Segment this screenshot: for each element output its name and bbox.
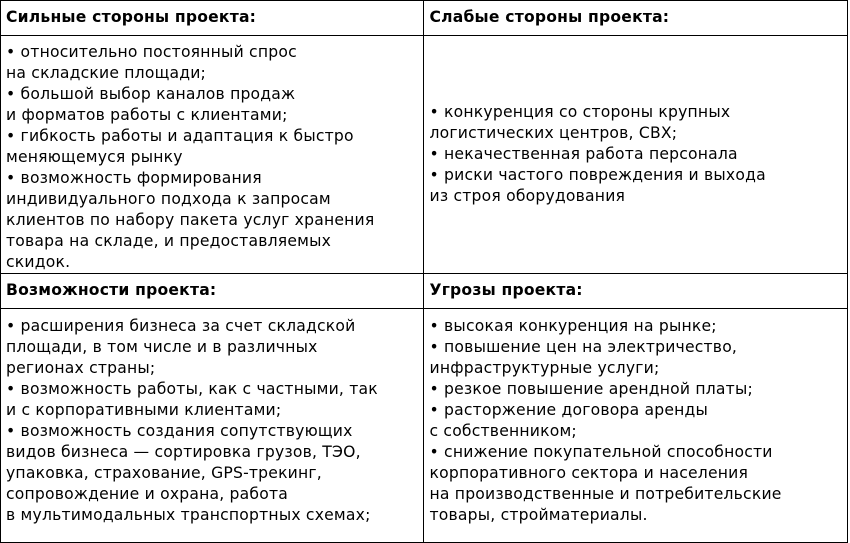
weaknesses-line: • конкуренция со стороны крупных (429, 103, 731, 121)
strengths-line: • относительно постоянный спрос (6, 43, 297, 61)
opportunities-line: в мультимодальных транспортных схемах; (6, 506, 371, 524)
threats-line: • снижение покупательной способности (429, 443, 773, 461)
weaknesses-line: • риски частого повреждения и выхода (429, 166, 766, 184)
opportunities-title: Возможности проекта: (1, 274, 424, 309)
opportunities-line: упаковка, страхование, GPS-трекинг, (6, 464, 322, 482)
strengths-line: • гибкость работы и адаптация к быстро (6, 127, 354, 145)
threats-line: • резкое повышение арендной платы; (429, 380, 753, 398)
swot-content-row-bottom (1, 309, 848, 543)
opportunities-line: • возможность создания сопутствующих (6, 422, 353, 440)
weaknesses-title: Слабые стороны проекта: (424, 1, 848, 36)
opportunities-cell (1, 309, 424, 543)
opportunities-line: и с корпоративными клиентами; (6, 401, 282, 419)
strengths-title: Сильные стороны проекта: (1, 1, 424, 36)
strengths-line: скидок. (6, 253, 71, 271)
weaknesses-cell (424, 36, 848, 274)
opportunities-line: • возможность работы, как с частными, так (6, 380, 378, 398)
strengths-line: товара на складе, и предоставляемых (6, 232, 332, 250)
strengths-line: меняющемуся рынку (6, 148, 183, 166)
opportunities-line: регионах страны; (6, 359, 156, 377)
swot-header-row-bottom (1, 274, 848, 309)
threats-line: • расторжение договора аренды (429, 401, 709, 419)
threats-line: с собственником; (429, 422, 577, 440)
strengths-line: • возможность формирования (6, 169, 262, 187)
opportunities-line: видов бизнеса — сортировка грузов, ТЭО, (6, 443, 361, 461)
threats-line: корпоративного сектора и населения (429, 464, 749, 482)
threats-title: Угрозы проекта: (424, 274, 848, 309)
threats-cell (424, 309, 848, 543)
strengths-line: на складские площади; (6, 64, 206, 82)
threats-line: товары, стройматериалы. (429, 506, 648, 524)
opportunities-line: • расширения бизнеса за счет складской (6, 317, 356, 335)
threats-line: инфраструктурные услуги; (429, 359, 660, 377)
swot-header-row-top (1, 1, 848, 36)
strengths-cell (1, 36, 424, 274)
threats-line: на производственные и потребительские (429, 485, 782, 503)
swot-content-row-top (1, 36, 848, 274)
strengths-line: и форматов работы с клиентами; (6, 106, 288, 124)
opportunities-line: сопровождение и охрана, работа (6, 485, 289, 503)
strengths-line: индивидуального подхода к запросам (6, 190, 331, 208)
opportunities-line: площади, в том числе и в различных (6, 338, 318, 356)
threats-line: • повышение цен на электричество, (429, 338, 738, 356)
strengths-line: клиентов по набору пакета услуг хранения (6, 211, 375, 229)
weaknesses-line: из строя оборудования (429, 187, 626, 205)
weaknesses-line: • некачественная работа персонала (429, 145, 738, 163)
weaknesses-line: логистических центров, СВХ; (429, 124, 678, 142)
threats-line: • высокая конкуренция на рынке; (429, 317, 717, 335)
strengths-line: • большой выбор каналов продаж (6, 85, 296, 103)
